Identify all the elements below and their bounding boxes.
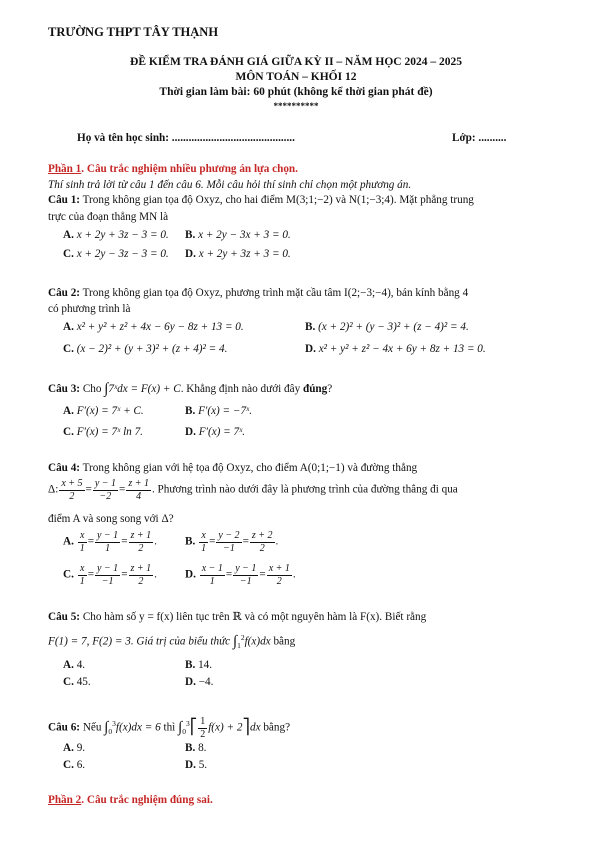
q3-option-c[interactable] [63,427,143,438]
q6-option-b-label: B. [185,742,196,754]
q5-option-c-text: 45. [76,676,91,688]
part2-heading [48,795,213,806]
q5-option-c[interactable] [63,677,91,688]
part1-title: Phần 1 [48,163,82,175]
q1-option-a-label: A. [63,229,74,241]
student-name-row [77,133,295,144]
q4-f2-num: y − 1 [94,478,116,489]
student-name-field[interactable]: ............................................ [171,132,295,144]
student-class-row [452,133,506,144]
q6-bracket-close: ⎤ [242,719,250,736]
q6-option-c-text: 6. [76,759,86,771]
q3-option-b-label: B. [185,405,196,417]
q3-option-d-label: D. [185,426,196,438]
part1-instruction: Thí sinh trả lời từ câu 1 đến câu 6. Mỗi câu hỏi thí sinh chỉ chọn một phương án. [48,179,412,191]
q4-a-f1-num: x [78,530,87,543]
q1-option-b-text: x + 2y − 3x + 3 = 0. [198,229,291,241]
q5-label: Câu 5: [48,611,81,623]
q6-half-fraction [198,716,207,740]
q4-option-d-label: D. [185,568,196,581]
q1-text-1: Trong không gian tọa độ Oxyz, cho hai điểm M(3;1;−2) và N(1;−3;4). Mặt phẳng trung [80,194,474,206]
q6-expr-2: f(x) + 2 [208,721,243,734]
q4-d-f1-den: 1 [209,575,215,587]
q3-integral-sign: ∫ [104,381,109,397]
q6-lower-bound-2: 0 [182,726,186,736]
q6-option-b[interactable] [185,743,206,754]
q4-a-f3-den: 2 [138,542,144,554]
q5-option-a-text: 4. [76,659,86,671]
q6-integral-sign-1: ∫ [104,719,109,736]
q4-f3-num: z + 1 [128,478,149,489]
q4-b-frac-2 [216,530,241,554]
q4-text-1: Trong không gian với hệ tọa độ Oxyz, cho điểm A(0;1;−1) và đường thẳng [80,462,418,474]
q1-option-b-label: B. [185,229,196,241]
q2-option-d-text: x² + y² + z² − 4x + 6y + 8z + 13 = 0. [318,343,486,355]
exam-subject: MÔN TOÁN – KHỐI 12 [235,71,357,83]
q1-option-a[interactable] [63,230,169,241]
part2-title-rest: . Câu trắc nghiệm đúng sai. [81,794,213,806]
q6-bracket-open: ⎡ [189,719,198,736]
q4-b-f2-den: −1 [223,542,235,554]
q4-c-f2-den: −1 [101,575,114,587]
q3-option-d-text: F′(x) = 7ˣ. [198,426,246,438]
q6-half-den: 2 [200,728,206,740]
q6-option-d-label: D. [185,759,196,771]
q4-option-c[interactable]: C. $\frac{x}{1}$ = $\frac{y - 1}{-1}$ = $\frac{z + 1}{2}$ . [63,563,157,587]
part2-title: Phần 2 [48,794,82,806]
q1-option-a-text: x + 2y + 3z − 3 = 0. [76,229,169,241]
q4-fraction-1 [59,478,84,502]
q6-label: Câu 6: [48,721,81,734]
q4-delta: Δ: [48,483,59,496]
part1-title-rest: . Câu trắc nghiệm nhiều phương án lựa chọn. [81,163,298,175]
exam-title: ĐỀ KIỂM TRA ĐÁNH GIÁ GIỮA KỲ II – NĂM HỌC 2024 – 2025 [130,56,462,68]
q4-option-b[interactable]: B. $\frac{x}{1}$ = $\frac{y - 2}{-1}$ = $\frac{z + 2}{2}$ . [185,530,279,554]
q1-label: Câu 1: [48,194,81,206]
q2-option-b-label: B. [305,321,316,333]
q6-upper-bound-2: 3 [185,718,190,728]
q4-b-frac-3 [250,530,275,554]
q3-option-c-text: F′(x) = 7ˣ ln 7. [76,426,143,438]
q1-option-b[interactable] [185,230,291,241]
q6-option-a[interactable] [63,743,85,754]
q4-c-f1-den: 1 [79,575,85,587]
q4-d-frac-3 [267,563,292,587]
q4-b-f1-den: 1 [201,542,207,554]
q6-text-b: thì [160,721,179,734]
q6-stem [48,716,290,740]
q2-option-c[interactable] [63,344,227,355]
q4-d-f3-den: 2 [276,575,282,587]
q1-option-d-text: x + 2y + 3z + 3 = 0. [198,248,291,260]
q6-integral-sign-2: ∫ [178,719,183,736]
q4-a-f1-den: 1 [79,542,85,554]
q6-dx: dx [249,721,261,734]
q1-option-c-label: C. [63,248,74,260]
q3-option-b[interactable] [185,406,252,417]
q5-option-c-label: C. [63,676,74,688]
q4-c-f1-num: x [78,563,87,576]
q4-c-frac-2 [95,563,120,587]
q4-b-frac-1 [199,530,208,554]
q3-q: ? [327,383,333,396]
q4-option-b-label: B. [185,535,196,548]
q5-stem-2 [48,634,295,650]
q5-option-a[interactable] [63,660,85,671]
q5-option-b-label: B. [185,659,196,671]
q3-stem [48,382,332,397]
q4-label: Câu 4: [48,462,81,474]
q2-option-c-text: (x − 2)² + (y + 3)² + (z + 4)² = 4. [76,343,228,355]
q1-option-d-label: D. [185,248,196,260]
q1-stem-2: trực của đoạn thẳng MN là [48,211,169,223]
q4-d-f1-num: x − 1 [201,563,223,574]
q4-option-a-label: A. [63,535,74,548]
q4-b-f1-num: x [199,530,208,543]
q4-option-c-label: C. [63,568,74,581]
q4-fraction-2 [93,478,118,502]
q3-text-a: Cho [80,383,105,396]
q6-option-c-label: C. [63,759,74,771]
student-name-label: Họ và tên học sinh: [77,132,169,144]
q4-a-f3-num: z + 1 [130,530,152,541]
q4-a-frac-2 [95,530,120,554]
q2-label: Câu 2: [48,287,81,299]
q2-option-d-label: D. [305,343,316,355]
school-name: TRƯỜNG THPT TÂY THẠNH [48,25,219,39]
exam-time: Thời gian làm bài: 60 phút (không kể thời gian phát đề) [159,86,433,98]
q6-upper-bound-1: 3 [112,718,116,728]
q3-label: Câu 3: [48,383,81,396]
q1-stem-1 [48,195,474,206]
q2-option-b[interactable] [305,322,469,333]
q2-option-c-label: C. [63,343,74,355]
q3-option-a[interactable] [63,406,144,417]
q6-option-d-text: 5. [198,759,208,771]
q6-text-a: Nếu [80,721,105,734]
q1-option-d[interactable] [185,249,291,260]
q3-option-b-text: F′(x) = −7ˣ. [198,405,253,417]
q5-option-d[interactable] [185,677,213,688]
q5-text-2a: F(1) = 7, F(2) = 3. Giá trị của biểu thức [48,635,233,648]
q4-option-d[interactable]: D. $\frac{x - 1}{1}$ = $\frac{y - 1}{-1}$ = $\frac{x + 1}{2}$ . [185,563,296,587]
q6-expr-1: f(x)dx = 6 [115,721,161,734]
q4-d-frac-2 [233,563,258,587]
q4-stem-1 [48,463,417,474]
q5-integral-sign: ∫ [232,633,238,650]
q1-option-c-text: x + 2y − 3z − 3 = 0. [76,248,169,260]
q4-a-frac-1 [78,530,87,554]
q4-text-2: . Phương trình nào dưới đây là phương trình của đường thẳng đi qua [151,483,458,496]
q6-text-c: bằng? [260,721,291,734]
q5-text-2b: bằng [270,635,296,648]
q4-c-f2-num: y − 1 [97,563,119,574]
header-stars: ********** [273,101,319,111]
q4-c-f3-num: z + 1 [130,563,152,574]
q6-option-a-label: A. [63,742,74,754]
q6-option-b-text: 8. [198,742,207,754]
q4-b-f3-den: 2 [259,542,265,554]
q5-upper-bound: 2 [240,633,245,642]
q4-a-f2-num: y − 1 [97,530,119,541]
q4-f1-den: 2 [69,490,75,502]
q2-stem-1 [48,288,468,299]
q2-option-a[interactable] [63,322,244,333]
q4-f2-den: −2 [99,490,112,502]
q4-a-frac-3 [129,530,154,554]
q6-option-c[interactable] [63,760,85,771]
q5-expr: f(x)dx [244,635,271,648]
q4-b-f3-num: z + 2 [251,530,273,541]
q4-d-frac-1 [200,563,225,587]
q2-option-b-text: (x + 2)² + (y − 3)² + (z − 4)² = 4. [318,321,469,333]
q4-d-f3-num: x + 1 [268,563,290,574]
q3-expr: 7ˣdx = F(x) + C [108,383,181,396]
q4-fraction-3 [126,478,151,502]
q6-lower-bound-1: 0 [108,726,113,736]
q6-option-a-text: 9. [76,742,86,754]
q5-option-a-label: A. [63,659,74,671]
q2-stem-2: có phương trình là [48,303,131,315]
q4-stem-3: điểm A và song song với Δ? [48,513,174,525]
q2-option-a-text: x² + y² + z² + 4x − 6y − 8z + 13 = 0. [76,321,244,333]
part1-heading [48,164,298,175]
q2-option-d[interactable] [305,344,486,355]
q4-stem-2: Δ: $\frac{x + 5}{2}$ = $\frac{y - 1}{-2}$ = $\frac{z + 1}{4}$ . Phương trình nào dưới đây là phương trình của đường thẳng đi qua [48,478,458,502]
q3-text-b: . Khẳng định nào dưới đây [180,383,303,396]
q6-half-num: 1 [200,716,206,727]
q3-option-a-text: F′(x) = 7ˣ + C. [76,405,144,417]
q3-bold: đúng [302,383,328,396]
q2-option-a-label: A. [63,321,74,333]
student-class-label: Lớp: [452,132,476,144]
q2-text-1: Trong không gian tọa độ Oxyz, phương trình mặt cầu tâm I(2;−3;−4), bán kính bằng 4 [80,287,469,299]
q5-option-d-text: −4. [198,676,214,688]
q5-lower-bound: 1 [237,640,241,650]
q4-c-f3-den: 2 [138,575,144,587]
q5-option-b[interactable] [185,660,212,671]
q6-option-d[interactable] [185,760,207,771]
q5-stem-1 [48,612,426,623]
q4-d-f2-den: −1 [239,575,252,587]
q4-c-frac-3 [129,563,154,587]
q4-c-frac-1 [78,563,87,587]
student-class-field[interactable]: .......... [478,132,507,144]
q4-option-a[interactable]: A. $\frac{x}{1}$ = $\frac{y - 1}{1}$ = $\frac{z + 1}{2}$ . [63,530,157,554]
q3-option-a-label: A. [63,405,74,417]
q5-option-b-text: 14. [198,659,213,671]
q4-d-f2-num: y − 1 [235,563,257,574]
q4-f1-num: x + 5 [61,478,83,489]
q1-option-c[interactable] [63,249,169,260]
q4-f3-den: 4 [136,490,142,502]
q3-option-c-label: C. [63,426,74,438]
q4-b-f2-num: y − 2 [218,530,240,541]
q5-option-d-label: D. [185,676,196,688]
q3-option-d[interactable] [185,427,245,438]
q5-text-1: Cho hàm số y = f(x) liên tục trên ℝ và có một nguyên hàm là F(x). Biết rằng [80,611,427,623]
q4-a-f2-den: 1 [105,542,111,554]
